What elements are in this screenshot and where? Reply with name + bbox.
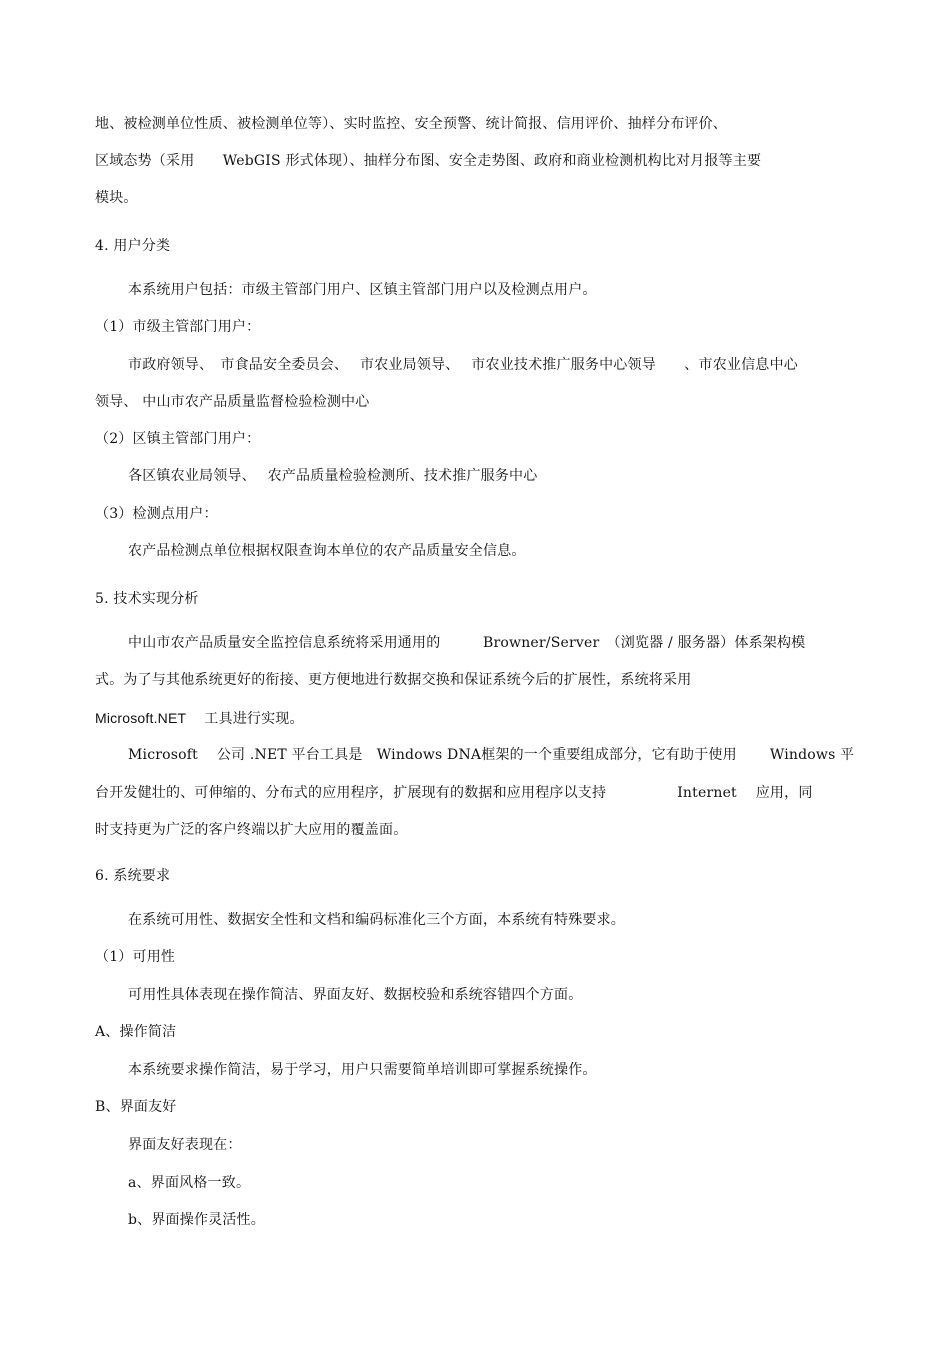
body-text-line: 市政府领导、 市食品安全委员会、 市农业局领导、 市农业技术推广服务中心领导 、市农业信息中心 [128, 357, 798, 373]
section-heading: 6. 系统要求 [95, 868, 171, 884]
body-text-line: 领导、 中山市农产品质量监督检验检测中心 [95, 394, 370, 410]
subheading: B、界面友好 [95, 1099, 177, 1115]
body-text-line: 本系统要求操作简洁，易于学习，用户只需要简单培训即可掌握系统操作。 [128, 1062, 597, 1078]
body-text-line: 区域态势（采用 WebGIS 形式体现）、抽样分布图、安全走势图、政府和商业检测机构比对月报等主要 [95, 153, 762, 169]
body-text-line: Microsoft 公司 .NET 平台工具是 Windows DNA框架的一个重要组成部分，它有助于使用 Windows 平 [128, 747, 855, 763]
section-heading: 4. 用户分类 [95, 238, 171, 254]
body-text-line: 式。为了与其他系统更好的衔接、更方便地进行数据交换和保证系统今后的扩展性，系统将采用 [95, 672, 692, 688]
list-item: a、界面风格一致。 [128, 1175, 251, 1191]
body-text-line: 本系统用户包括：市级主管部门用户、区镇主管部门用户以及检测点用户。 [128, 282, 597, 298]
body-text-line: 模块。 [95, 190, 138, 206]
body-text-line: 可用性具体表现在操作简洁、界面友好、数据校验和系统容错四个方面。 [128, 987, 583, 1003]
body-text-line: 在系统可用性、数据安全性和文档和编码标准化三个方面，本系统有特殊要求。 [128, 912, 625, 928]
subheading: （3）检测点用户： [95, 506, 218, 522]
section-heading: 5. 技术实现分析 [95, 591, 199, 607]
body-text-line: Microsoft.NET 工具进行实现。 [95, 710, 304, 726]
body-text-line: 界面友好表现在： [128, 1137, 242, 1153]
list-item: b、界面操作灵活性。 [128, 1212, 265, 1228]
subheading: （1）可用性 [95, 949, 176, 965]
subheading: （1）市级主管部门用户： [95, 319, 261, 335]
subheading: （2）区镇主管部门用户： [95, 431, 261, 447]
subheading: A、操作简洁 [95, 1024, 177, 1040]
body-text-line: 时支持更为广泛的客户终端以扩大应用的覆盖面。 [95, 822, 408, 838]
body-text-line: 各区镇农业局领导、 农产品质量检验检测所、技术推广服务中心 [128, 468, 538, 484]
body-text-line: 台开发健壮的、可伸缩的、分布式的应用程序，扩展现有的数据和应用程序以支持 Internet 应用，同 [95, 785, 813, 801]
body-text-line: 农产品检测点单位根据权限查询本单位的农产品质量安全信息。 [128, 543, 526, 559]
body-text-line: 地、被检测单位性质、被检测单位等）、实时监控、安全预警、统计简报、信用评价、抽样分布评价、 [95, 116, 727, 132]
body-text-line: 中山市农产品质量安全监控信息系统将采用通用的 Browner/Server （浏览器 / 服务器）体系架构模 [128, 635, 806, 651]
